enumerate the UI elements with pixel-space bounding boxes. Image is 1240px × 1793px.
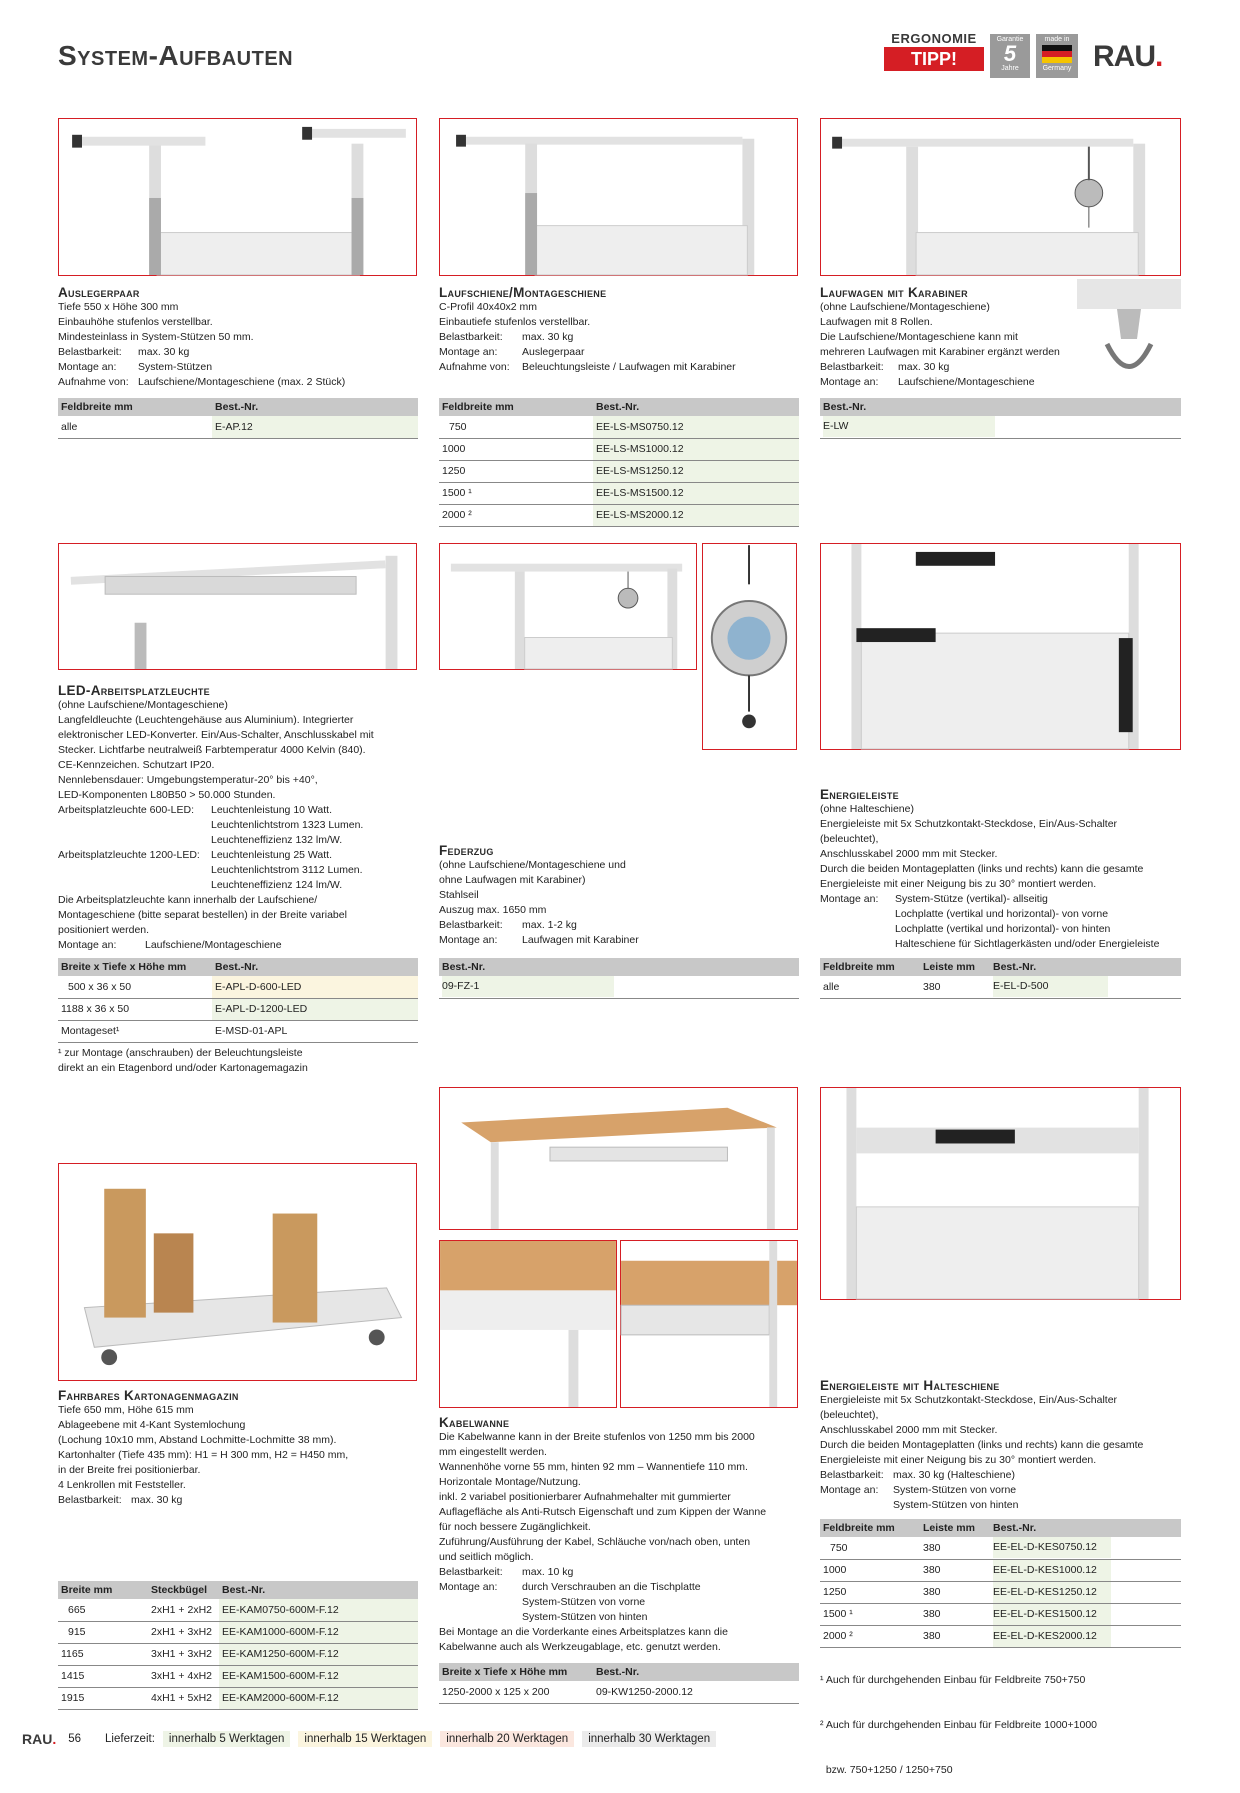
text-line: Nennlebensdauer: Umgebungstemperatur-20° bis +40°, [58, 774, 318, 786]
german-flag-icon [1042, 45, 1072, 63]
page-title: System-Aufbauten [58, 40, 294, 71]
led-footnote: ¹ zur Montage (anschrauben) der Beleuchtungsleiste direkt an ein Etagenbord und/oder Kartonagemagazin [58, 1047, 308, 1074]
table-row: 2000 ² EE-LS-MS2000.12 [439, 504, 799, 526]
laufwagen-table: Best.-Nr. E-LW [820, 398, 1181, 439]
table-row: E-LW [820, 416, 1181, 438]
kabelwanne-table: Breite x Tiefe x Höhe mm Best.-Nr. 1250-2000 x 125 x 200 09-KW1250-2000.12 [439, 1663, 799, 1704]
laufschiene-table: Feldbreite mm Best.-Nr. 750 EE-LS-MS0750.12 1000 EE-LS-MS1000.12 1250 EE-LS-MS1250.12 1500 ¹ EE-LS-MS1500.12 2000 ² EE-LS-MS2000.12 [439, 398, 799, 527]
kartonagenmagazin-table: Breite mm Steckbügel Best.-Nr. 665 2xH1 + 2xH2 EE-KAM0750-600M-F.12 915 2xH1 + 3xH2 EE-KAM1000-600M-F.12 1165 3xH1 + 3xH2 EE-KAM1250-600M-F.12 1415 3xH1 + 4xH2 EE-KAM1500-600M-F.12 1915 4xH1 + 5xH2 EE-KAM2000-600M-F.12 [58, 1581, 418, 1710]
made-in-germany-badge [1036, 34, 1078, 78]
table-row: 500 x 36 x 50 E-APL-D-600-LED [58, 976, 418, 998]
federzug-detail-image [702, 543, 797, 750]
karabiner-detail-image [1077, 279, 1181, 387]
energieleiste-title: Energieleiste [820, 787, 899, 802]
text-line: positioniert werden. [58, 924, 150, 936]
text-line: Montageschiene (bitte separat bestellen) in der Breite variabel [58, 909, 347, 921]
made-in-country: Germany [1042, 65, 1072, 72]
energieleiste-halteschiene-table: Feldbreite mm Leiste mm Best.-Nr. 750 380 EE-EL-D-KES0750.12 1000 380 EE-EL-D-KES1000.12 1250 380 EE-EL-D-KES1250.12 1500 ¹ 380 EE-EL-D-KES1500.12 2000 ² 380 EE-EL-D-KES2000.12 [820, 1519, 1181, 1648]
spec-key: Montage an: [58, 361, 117, 373]
federzug-title: Federzug [439, 843, 494, 858]
energieleiste-halteschiene-footnotes: ¹ Auch für durchgehenden Einbau für Feldbreite 750+750 ² Auch für durchgehenden Einbau für Feldbreite 1000+1000 bzw. 750+1250 / 1250+750 [820, 1674, 1097, 1776]
kartonagenmagazin-section: Fahrbares Kartonagenmagazin Tiefe 650 mm, Höhe 615 mm Ablageebene mit 4-Kant Systemlochung (Lochung 10x10 mm, Abstand Lochmitte-Lochmitte 38 mm). Kartonhalter (Tiefe 435 mm): H1 = H 300 mm, H2 = H450 mm, in der Breite frei positionierbar. 4 Lenkrollen mit Feststeller. Belastbarkeit: max. 30 kg [58, 1388, 420, 1508]
auslegerpaar-table: Feldbreite mm Best.-Nr. alle E-AP.12 [58, 398, 418, 439]
text-line: C-Profil 40x40x2 mm [439, 301, 538, 313]
auslegerpaar-image [58, 118, 417, 276]
text-line: Stecker. Lichtfarbe neutralweiß Farbtemperatur 4000 Kelvin (840). [58, 744, 366, 756]
table-row: 665 2xH1 + 2xH2 EE-KAM0750-600M-F.12 [58, 1599, 418, 1621]
energieleiste-section: Energieleiste (ohne Halteschiene) Energieleiste mit 5x Schutzkontakt-Steckdose, Ein/Aus-Schalter (beleuchtet), Anschlusskabel 2000 mm mit Stecker. Durch die beiden Montageplatten (links und rechts) kann die gesamte Energieleiste mit einer Neigung bis zu 30° montiert werden. Montage an: System-Stütze (vertikal)- allseitig Lochplatte (vertikal und horizontal)- von vorne Lochplatte (vertikal und horizontal)- von hinten Halteschiene für Sichtlagerkästen und/oder Energieleiste [820, 787, 1200, 952]
rau-logo: RAU. [1093, 40, 1163, 73]
table-row: 1415 3xH1 + 4xH2 EE-KAM1500-600M-F.12 [58, 1665, 418, 1687]
page-number: 56 [68, 1733, 82, 1745]
text-line: (ohne Laufschiene/Montageschiene) [58, 699, 228, 711]
lieferzeit-badge-15: innerhalb 15 Werktagen [298, 1731, 432, 1747]
table-row: 1250 380 EE-EL-D-KES1250.12 [820, 1581, 1181, 1603]
led-table: Breite x Tiefe x Höhe mm Best.-Nr. 500 x 36 x 50 E-APL-D-600-LED 1188 x 36 x 50 E-APL-D-1200-LED Montageset¹ E-MSD-01-APL [58, 958, 418, 1043]
garantie-label: Garantie [996, 36, 1024, 43]
footer-logo: RAU. [22, 1731, 57, 1747]
lieferzeit-badge-20: innerhalb 20 Werktagen [440, 1731, 574, 1747]
table-row: 1000 380 EE-EL-D-KES1000.12 [820, 1559, 1181, 1581]
table-row: Montageset¹ E-MSD-01-APL [58, 1020, 418, 1042]
table-row: 1165 3xH1 + 3xH2 EE-KAM1250-600M-F.12 [58, 1643, 418, 1665]
auslegerpaar-title: Auslegerpaar [58, 285, 140, 300]
energieleiste-halteschiene-title: Energieleiste mit Halteschiene [820, 1378, 1000, 1393]
table-row: 2000 ² 380 EE-EL-D-KES2000.12 [820, 1625, 1181, 1647]
text-line: Langfeldleuchte (Leuchtengehäuse aus Aluminium). Integrierter [58, 714, 354, 726]
text-line: CE-Kennzeichen. Schutzart IP20. [58, 759, 215, 771]
lieferzeit-badge-5: innerhalb 5 Werktagen [163, 1731, 291, 1747]
table-row: 750 380 EE-EL-D-KES0750.12 [820, 1537, 1181, 1559]
table-row: alle 380 E-EL-D-500 [820, 976, 1181, 998]
lieferzeit-label: Lieferzeit: [105, 1733, 155, 1745]
laufwagen-image [820, 118, 1181, 276]
federzug-table: Best.-Nr. 09-FZ-1 [439, 958, 799, 999]
kabelwanne-title: Kabelwanne [439, 1415, 510, 1430]
ergonomie-tipp-badge [884, 31, 984, 71]
kabelwanne-detail-image-1 [439, 1240, 617, 1408]
footer [22, 1731, 724, 1747]
ergonomie-label: ERGONOMIE [891, 31, 977, 46]
tipp-label: TIPP! [884, 47, 984, 71]
garantie-years: 5 [1003, 41, 1017, 66]
laufschiene-image [439, 118, 798, 276]
energieleiste-image [820, 543, 1181, 750]
garantie-badge [990, 34, 1030, 78]
table-row: 1000 EE-LS-MS1000.12 [439, 438, 799, 460]
kabelwanne-tisch-image [439, 1087, 798, 1230]
laufwagen-title: Laufwagen mit Karabiner [820, 285, 968, 300]
energieleiste-table: Feldbreite mm Leiste mm Best.-Nr. alle 380 E-EL-D-500 [820, 958, 1181, 999]
text-line: Die Arbeitsplatzleuchte kann innerhalb der Laufschiene/ [58, 894, 318, 906]
spec-value: System-Stützen [138, 361, 213, 373]
text-line: elektronischer LED-Konverter. Ein/Aus-Schalter, Anschlusskabel mit [58, 729, 374, 741]
table-row: 1250 EE-LS-MS1250.12 [439, 460, 799, 482]
table-row: alle E-AP.12 [58, 416, 418, 438]
table-row: 1500 ¹ 380 EE-EL-D-KES1500.12 [820, 1603, 1181, 1625]
text-line: mehreren Laufwagen mit Karabiner ergänzt werden [820, 346, 1060, 358]
kartonagenmagazin-title: Fahrbares Kartonagenmagazin [58, 1388, 239, 1403]
spec-value: Laufschiene/Montageschiene (max. 2 Stück) [138, 376, 346, 388]
text-line: Tiefe 550 x Höhe 300 mm [58, 301, 179, 313]
text-line: Laufwagen mit 8 Rollen. [820, 316, 933, 328]
laufschiene-section: Laufschiene/Montageschiene C-Profil 40x40x2 mm Einbautiefe stufenlos verstellbar. Belastbarkeit: max. 30 kg Montage an: Auslegerpaar Aufnahme von: Beleuchtungsleiste / Laufwagen mit Karabiner [439, 285, 799, 375]
energieleiste-halteschiene-image [820, 1087, 1181, 1300]
laufwagen-section: Laufwagen mit Karabiner (ohne Laufschiene/Montageschiene) Laufwagen mit 8 Rollen. Die Laufschiene/Montageschiene kann mit mehreren Laufwagen mit Karabiner ergänzt werden Belastbarkeit: max. 30 kg Montage an: Laufschiene/Montageschiene [820, 285, 1080, 390]
text-line: (ohne Laufschiene/Montageschiene) [820, 301, 990, 313]
table-row: 09-FZ-1 [439, 976, 799, 998]
table-row: 750 EE-LS-MS0750.12 [439, 416, 799, 438]
text-line: LED-Komponenten L80B50 > 50.000 Stunden. [58, 789, 276, 801]
table-row: 1500 ¹ EE-LS-MS1500.12 [439, 482, 799, 504]
led-section: LED-Arbeitsplatzleuchte (ohne Laufschiene/Montageschiene) Langfeldleuchte (Leuchtengehäuse aus Aluminium). Integrierter elektronischer LED-Konverter. Ein/Aus-Schalter, Anschlusskabel mit Stecker. Lichtfarbe neutralweiß Farbtemperatur 4000 Kelvin (840). CE-Kennzeichen. Schutzart IP20. Nennlebensdauer: Umgebungstemperatur-20° bis +40°, LED-Komponenten L80B50 > 50.000 Stunden. Arbeitsplatzleuchte 600-LED: Leuchtenleistung 10 Watt. Leuchtenlichtstrom 1323 Lumen. Leuchteneffizienz 132 lm/W. Arbeitsplatzleuchte 1200-LED: Leuchtenleistung 25 Watt. Leuchtenlichtstrom 3112 Lumen. Leuchteneffizienz 124 lm/W. Die Arbeitsplatzleuchte kann innerhalb der Laufschiene/ Montageschiene (bitte separat bestellen) in der Breite variabel positioniert werden. Montage an: Laufschiene/Montageschiene [58, 683, 420, 953]
table-row: 1250-2000 x 125 x 200 09-KW1250-2000.12 [439, 1681, 799, 1703]
table-row: 1915 4xH1 + 5xH2 EE-KAM2000-600M-F.12 [58, 1687, 418, 1709]
laufschiene-title: Laufschiene/Montageschiene [439, 285, 607, 300]
text-line: Einbauhöhe stufenlos verstellbar. [58, 316, 213, 328]
auslegerpaar-section [58, 285, 418, 390]
led-leuchte-image [58, 543, 417, 670]
text-line: Die Laufschiene/Montageschiene kann mit [820, 331, 1018, 343]
kartonagenmagazin-image [58, 1163, 417, 1381]
federzug-image [439, 543, 697, 670]
led-title: LED-Arbeitsplatzleuchte [58, 683, 210, 698]
energieleiste-halteschiene-section: Energieleiste mit Halteschiene Energieleiste mit 5x Schutzkontakt-Steckdose, Ein/Aus-Schalter (beleuchtet), Anschlusskabel 2000 mm mit Stecker. Durch die beiden Montageplatten (links und rechts) kann die gesamte Energieleiste mit einer Neigung bis zu 30° montiert werden. Belastbarkeit: max. 30 kg (Halteschiene) Montage an: System-Stützen von vorne System-Stützen von hinten [820, 1378, 1200, 1513]
kabelwanne-detail-image-2 [620, 1240, 798, 1408]
lieferzeit-badge-30: innerhalb 30 Werktagen [582, 1731, 716, 1747]
garantie-unit: Jahre [1001, 65, 1019, 72]
made-in-label: made in [1044, 36, 1070, 43]
table-row: 1188 x 36 x 50 E-APL-D-1200-LED [58, 998, 418, 1020]
federzug-section: Federzug (ohne Laufschiene/Montageschiene und ohne Laufwagen mit Karabiner) Stahlseil Auszug max. 1650 mm Belastbarkeit: max. 1-2 kg Montage an: Laufwagen mit Karabiner [439, 843, 799, 948]
kabelwanne-section: Kabelwanne Die Kabelwanne kann in der Breite stufenlos von 1250 mm bis 2000 mm eingestellt werden. Wannenhöhe vorne 55 mm, hinten 92 mm – Wannentiefe 110 mm. Horizontale Montage/Nutzung. inkl. 2 variabel positionierbarer Aufnahmehalter mit gummierter Auflagefläche als Anti-Rutsch Eigenschaft und zum Kippen der Wanne für noch bessere Zugänglichkeit. Zuführung/Ausführung der Kabel, Schläuche von/nach oben, unten und seitlich möglich. Belastbarkeit: max. 10 kg Montage an: durch Verschrauben an die Tischplatte System-Stützen von vorne System-Stützen von hinten Bei Montage an die Vorderkante eines Arbeitsplatzes kann die Kabelwanne auch als Werkzeugablage, etc. genutzt werden. [439, 1415, 801, 1655]
spec-key: Belastbarkeit: [58, 346, 122, 358]
text-line: Einbautiefe stufenlos verstellbar. [439, 316, 591, 328]
spec-key: Aufnahme von: [58, 376, 129, 388]
table-row: 915 2xH1 + 3xH2 EE-KAM1000-600M-F.12 [58, 1621, 418, 1643]
spec-value: max. 30 kg [138, 346, 190, 358]
text-line: Mindesteinlass in System-Stützen 50 mm. [58, 331, 254, 343]
